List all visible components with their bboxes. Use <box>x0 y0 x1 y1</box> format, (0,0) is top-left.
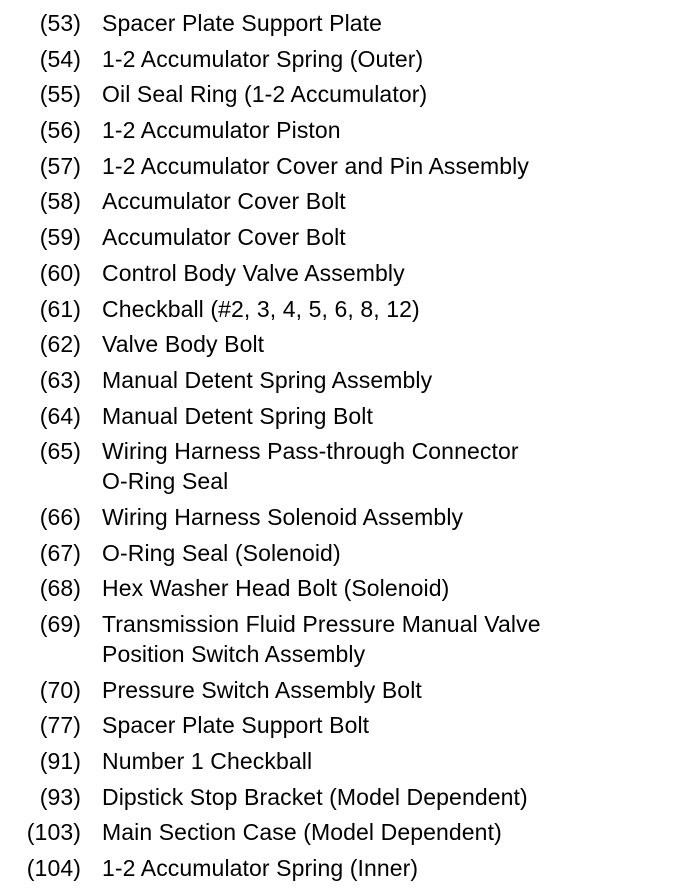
part-description: Manual Detent Spring Bolt <box>102 402 373 429</box>
list-item <box>0 609 688 669</box>
list-item <box>0 222 688 252</box>
part-description: 1-2 Accumulator Piston <box>102 117 341 144</box>
part-number: (65) <box>39 438 81 465</box>
list-item <box>0 115 688 145</box>
part-number: (63) <box>39 366 81 393</box>
part-description: Wiring Harness Solenoid Assembly <box>102 503 464 530</box>
part-description: Dipstick Stop Bracket (Model Dependent) <box>102 783 528 810</box>
part-number: (68) <box>39 575 81 602</box>
list-item <box>0 329 688 359</box>
list-item <box>0 782 688 812</box>
list-item <box>0 294 688 324</box>
part-description: 1-2 Accumulator Cover and Pin Assembly <box>102 152 529 179</box>
parts-legend-list <box>0 8 688 889</box>
part-number: (69) <box>39 611 81 637</box>
part-number: (60) <box>39 259 81 286</box>
part-description: Manual Detent Spring Assembly <box>102 366 433 393</box>
part-number: (77) <box>39 712 81 739</box>
list-item <box>0 502 688 532</box>
part-description: Wiring Harness Pass-through Connector O-Ring Seal <box>102 438 519 495</box>
part-description: 1-2 Accumulator Spring (Inner) <box>102 855 419 882</box>
part-description: Valve Body Bolt <box>102 331 265 358</box>
part-number: (61) <box>39 295 81 322</box>
part-number: (57) <box>39 152 81 179</box>
part-description: Accumulator Cover Bolt <box>102 224 346 251</box>
list-item <box>0 401 688 431</box>
list-item <box>0 573 688 603</box>
list-item <box>0 746 688 776</box>
list-item <box>0 8 688 38</box>
part-description: 1-2 Accumulator Spring (Outer) <box>102 45 424 72</box>
part-number: (67) <box>39 539 81 566</box>
list-item <box>0 258 688 288</box>
part-description: Checkball (#2, 3, 4, 5, 6, 8, 12) <box>102 295 420 322</box>
part-description: Hex Washer Head Bolt (Solenoid) <box>102 575 450 602</box>
part-number: (59) <box>39 224 81 251</box>
part-description: Main Section Case (Model Dependent) <box>102 819 502 846</box>
part-number: (55) <box>39 81 81 108</box>
part-number: (70) <box>39 676 81 703</box>
list-item <box>0 151 688 181</box>
list-item <box>0 44 688 74</box>
list-item <box>0 538 688 568</box>
list-item <box>0 675 688 705</box>
part-description: O-Ring Seal (Solenoid) <box>102 539 341 566</box>
part-description: Control Body Valve Assembly <box>102 259 405 286</box>
part-number: (104) <box>26 855 81 882</box>
list-item <box>0 817 688 847</box>
part-description: Oil Seal Ring (1-2 Accumulator) <box>102 81 428 108</box>
list-item <box>0 853 688 883</box>
part-number: (64) <box>39 402 81 429</box>
part-number: (93) <box>39 783 81 810</box>
part-number: (91) <box>39 748 81 775</box>
part-description: Accumulator Cover Bolt <box>102 188 346 215</box>
part-number: (53) <box>39 10 81 36</box>
part-number: (56) <box>39 117 81 144</box>
list-item <box>0 710 688 740</box>
list-item <box>0 79 688 109</box>
part-description: Spacer Plate Support Bolt <box>102 712 370 739</box>
part-number: (103) <box>26 819 81 846</box>
list-item <box>0 186 688 216</box>
part-description: Transmission Fluid Pressure Manual Valve Position Switch Assembly <box>102 611 541 667</box>
list-item <box>0 436 688 496</box>
part-description: Spacer Plate Support Plate <box>102 10 383 36</box>
part-description: Pressure Switch Assembly Bolt <box>102 676 422 703</box>
part-number: (66) <box>39 503 81 530</box>
part-description: Number 1 Checkball <box>102 748 313 775</box>
part-number: (62) <box>39 331 81 358</box>
part-number: (58) <box>39 188 81 215</box>
list-item <box>0 365 688 395</box>
part-number: (54) <box>39 45 81 72</box>
